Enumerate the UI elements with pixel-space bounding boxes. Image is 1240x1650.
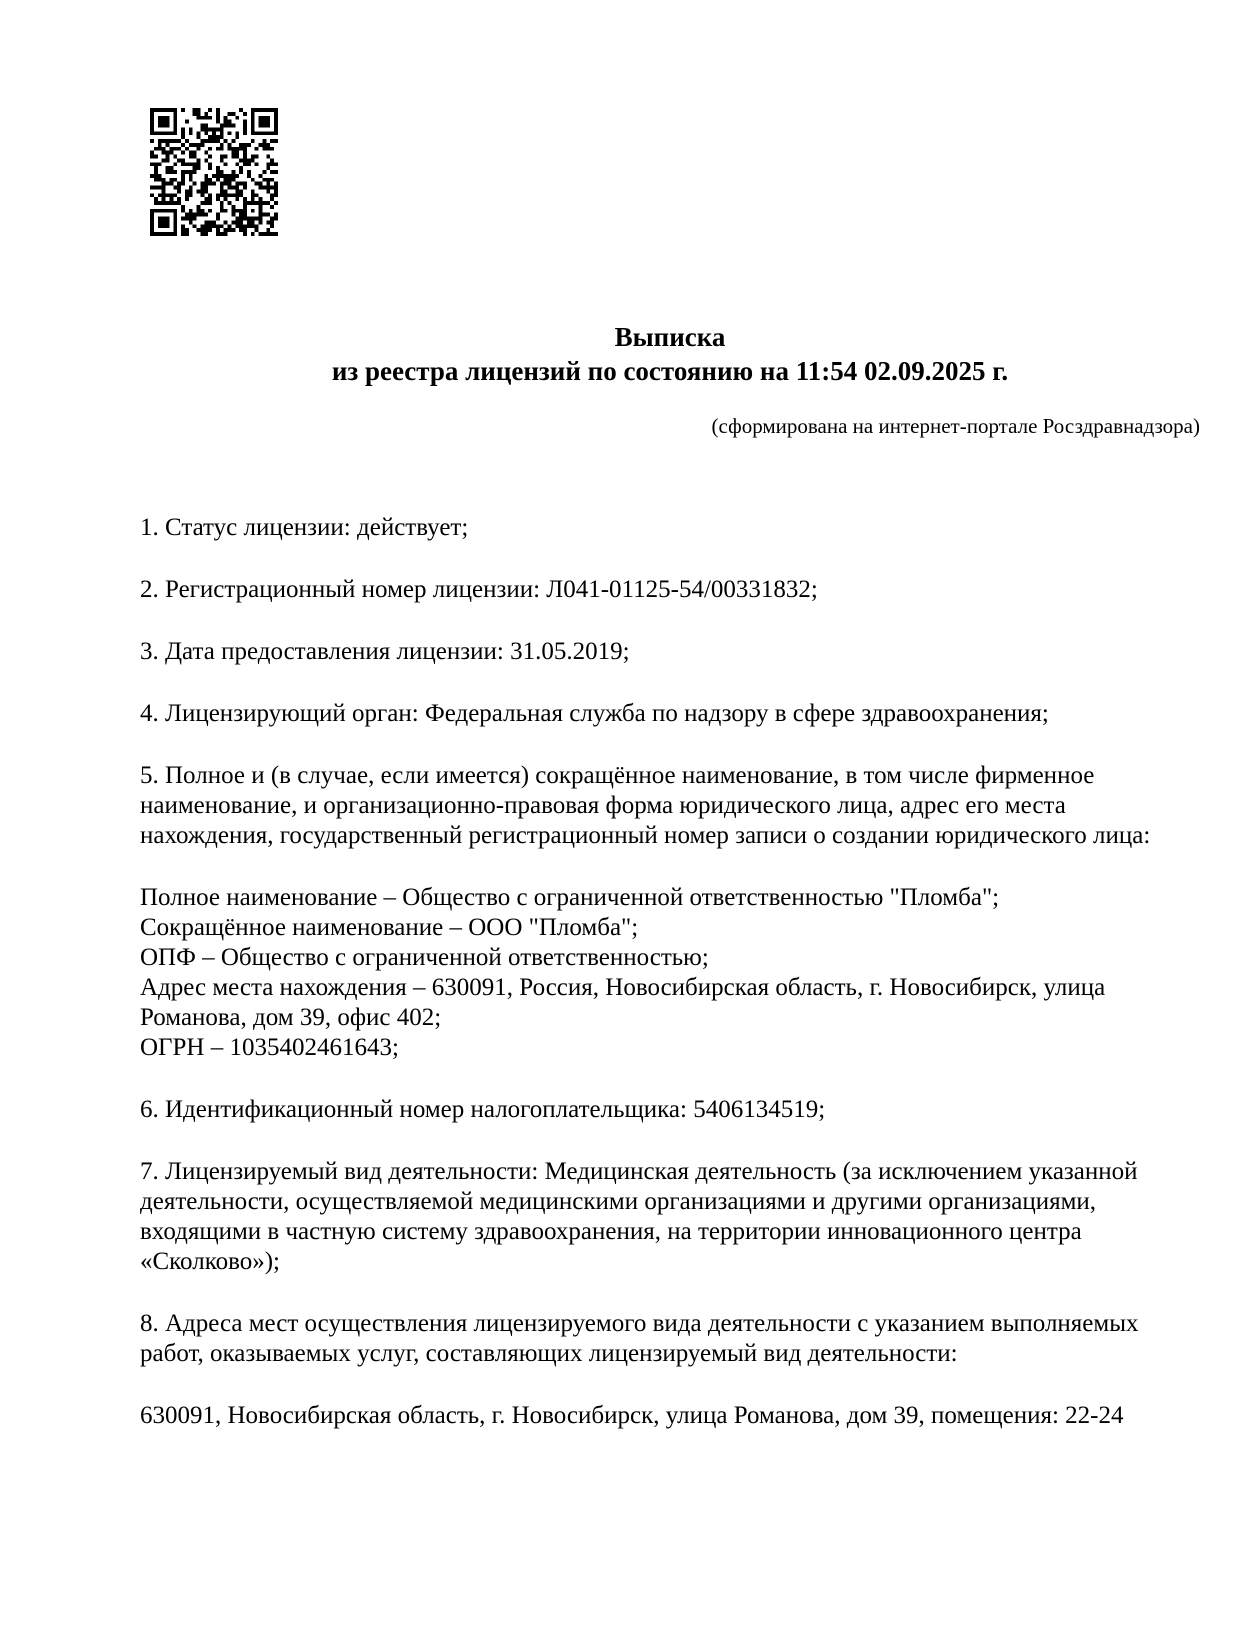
document-body: [140, 513, 1200, 1431]
document-line: ОПФ – Общество с ограниченной ответственностью;: [140, 944, 709, 971]
document-line: ОГРН – 1035402461643;: [140, 1034, 399, 1061]
item-7-licensed-activity: [140, 1157, 1200, 1277]
item-4-licensing-authority: [140, 699, 1200, 729]
document-line: 1. Статус лицензии: действует;: [140, 514, 469, 541]
document-line: Полное наименование – Общество с ограниченной ответственностью "Пломба";: [140, 884, 1000, 911]
document-line: 7. Лицензируемый вид деятельности: Медицинская деятельность (за исключением указанной деятельности, осуществляемой медицинскими организациями и другими организациями, входящими в частную систему здравоохранения, на территории инновационного центра «Сколково»);: [140, 1158, 1138, 1275]
document-line: 4. Лицензирующий орган: Федеральная служба по надзору в сфере здравоохранения;: [140, 700, 1049, 727]
document-line: 5. Полное и (в случае, если имеется) сокращённое наименование, в том числе фирменное наименование, и организационно-правовая форма юридического лица, адрес его места нахождения, государственный регистрационный номер записи о создании юридического лица:: [140, 762, 1151, 849]
document-title-line1: Выписка: [614, 322, 726, 352]
document-line: 8. Адреса мест осуществления лицензируемого вида деятельности с указанием выполняемых работ, оказываемых услуг, составляющих лицензируемый вид деятельности:: [140, 1310, 1139, 1367]
document-content: [140, 0, 1200, 1431]
item-5-organization-details: [140, 883, 1200, 1063]
document-title-line2: из реестра лицензий по состоянию на 11:54 02.09.2025 г.: [331, 356, 1009, 386]
document-subtitle: (сформирована на интернет-портале Росздравнадзора): [711, 414, 1200, 438]
document-line: 2. Регистрационный номер лицензии: Л041-01125-54/00331832;: [140, 576, 818, 603]
item-3-grant-date: [140, 637, 1200, 667]
document-title: [140, 320, 1200, 388]
item-5-name-heading: [140, 761, 1200, 851]
item-8-activity-addresses-heading: [140, 1309, 1200, 1369]
document-line: 630091, Новосибирская область, г. Новосибирск, улица Романова, дом 39, помещения: 22-24: [140, 1402, 1124, 1429]
item-8-activity-address: [140, 1401, 1200, 1431]
document-line: Адрес места нахождения – 630091, Россия, Новосибирская область, г. Новосибирск, улица Романова, дом 39, офис 402;: [140, 974, 1106, 1031]
item-2-registration-number: [140, 575, 1200, 605]
document-line: 6. Идентификационный номер налогоплательщика: 5406134519;: [140, 1096, 826, 1123]
document-line: 3. Дата предоставления лицензии: 31.05.2019;: [140, 638, 630, 665]
document-line: Сокращённое наименование – ООО "Пломба";: [140, 914, 639, 941]
item-6-taxpayer-number: [140, 1095, 1200, 1125]
item-1-license-status: [140, 513, 1200, 543]
